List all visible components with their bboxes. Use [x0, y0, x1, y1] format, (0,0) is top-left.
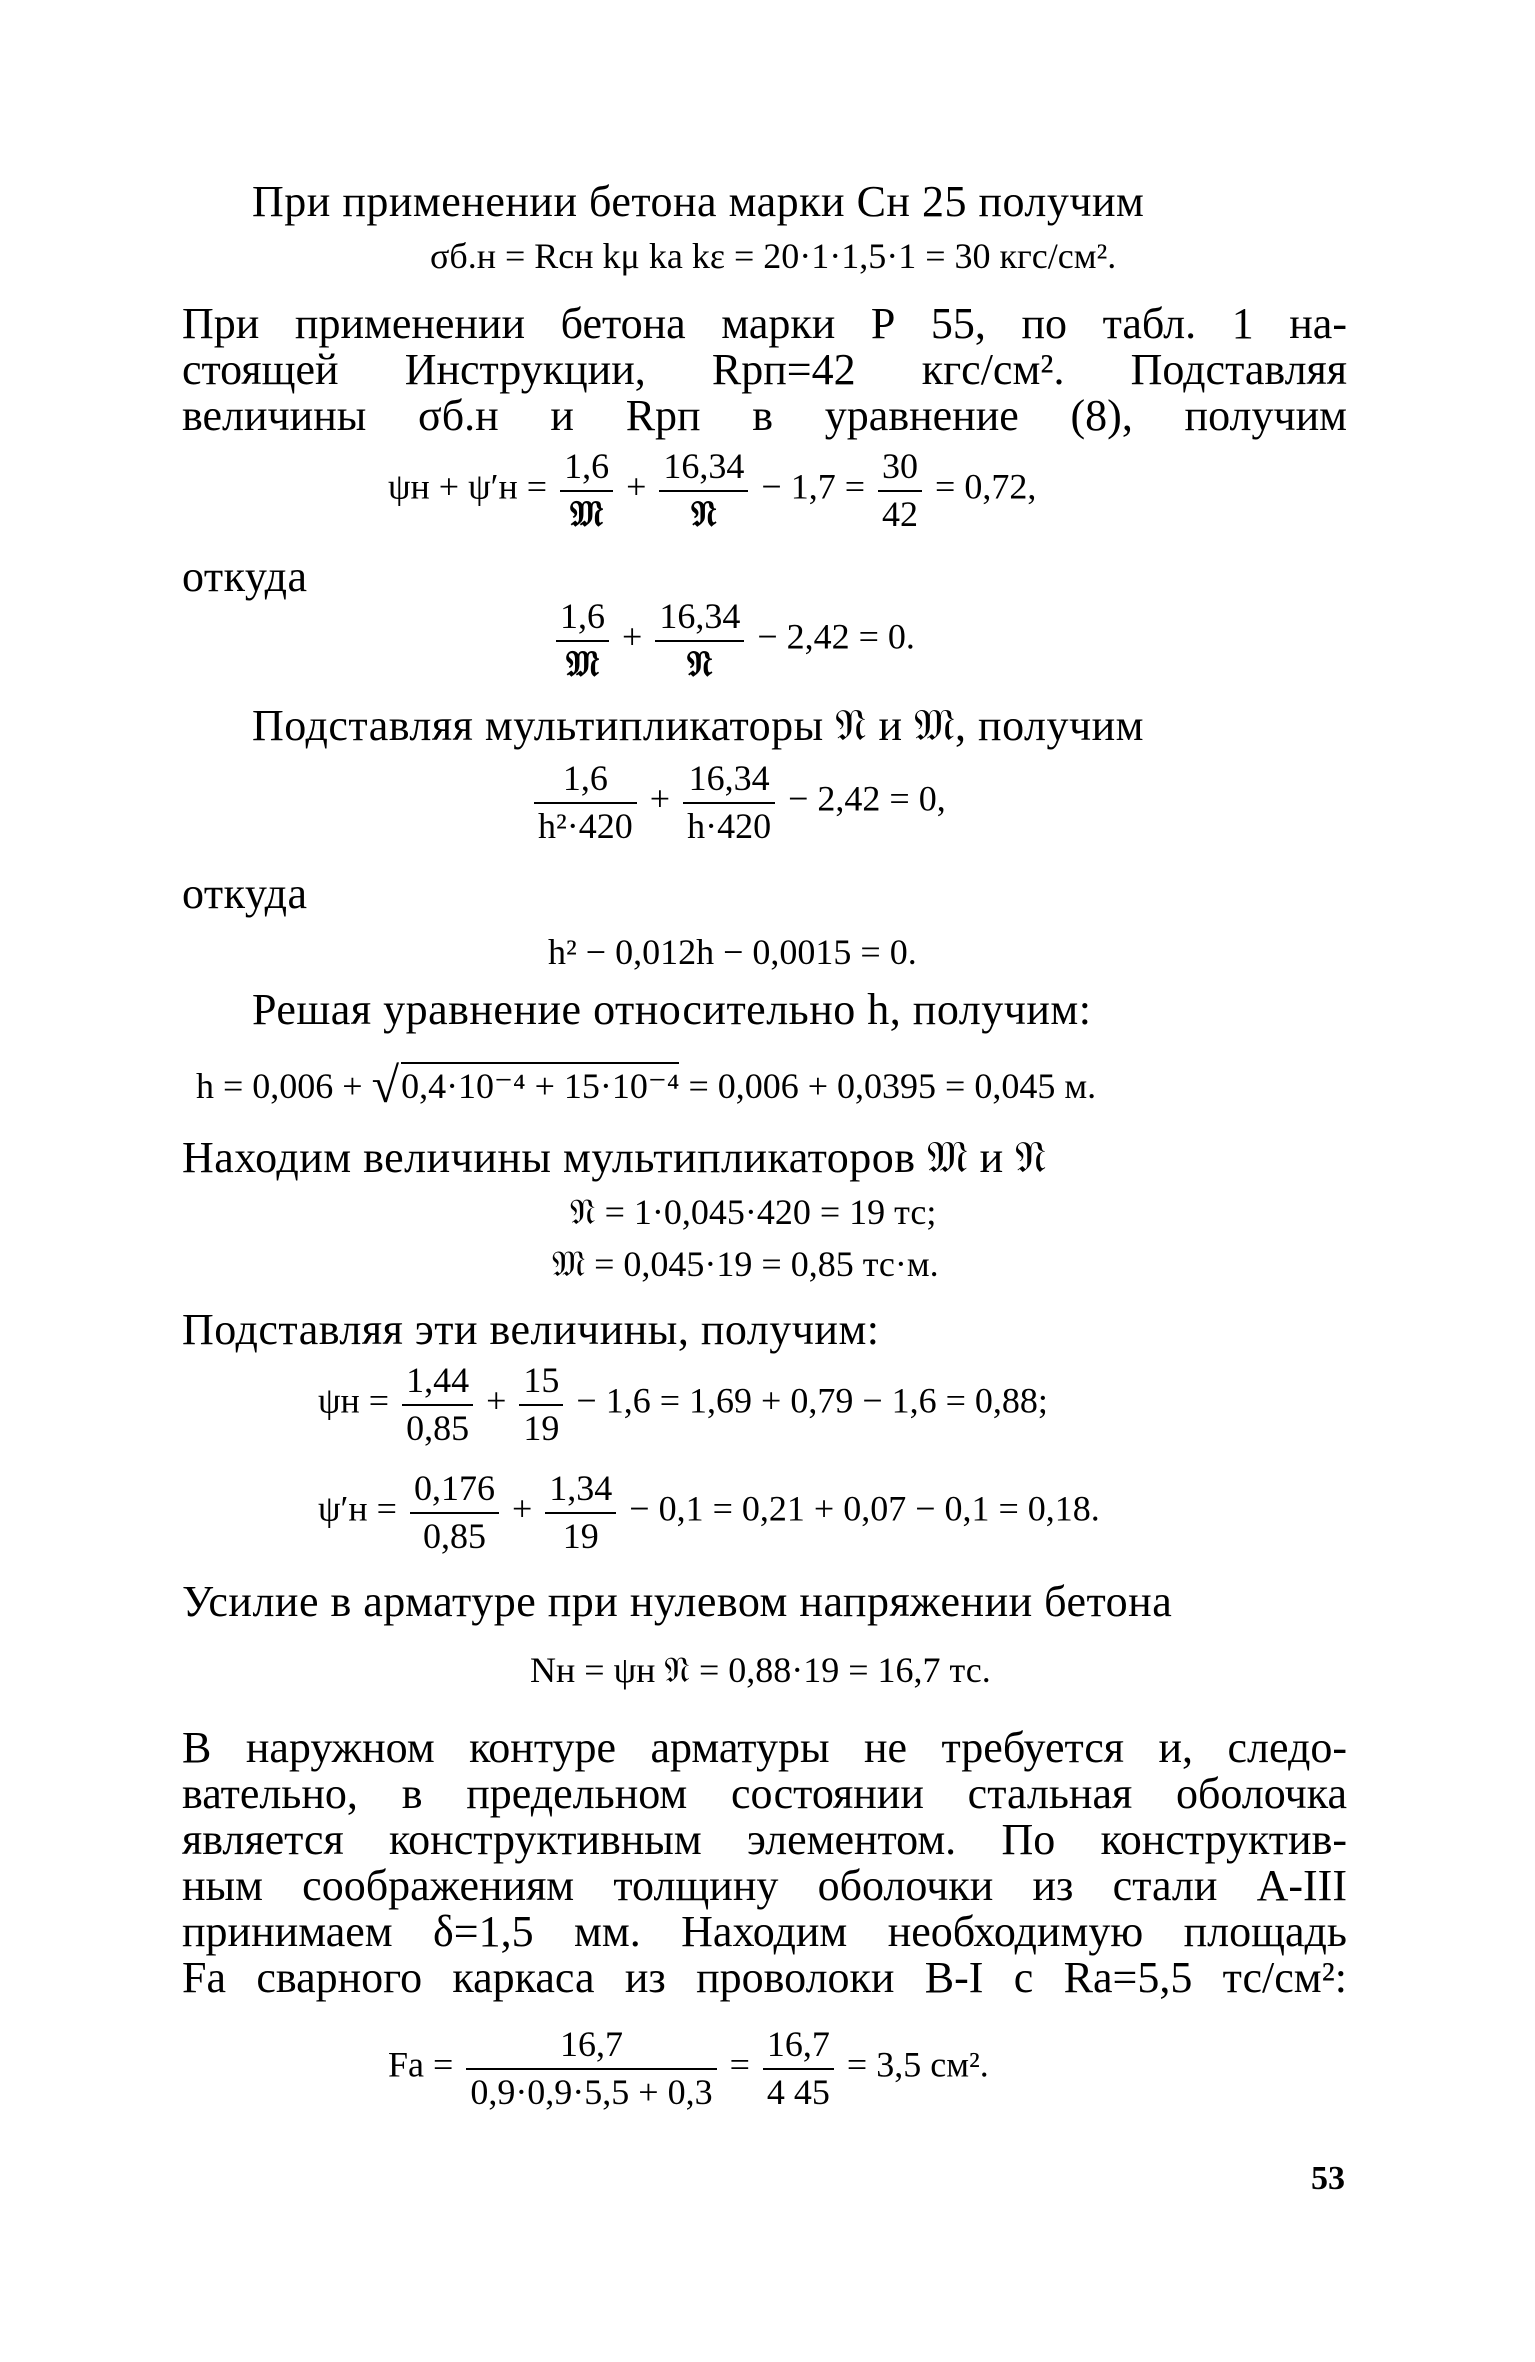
- fraction: $\frac{1,34}{19}$: [545, 1470, 616, 1554]
- paragraph-line: откуда: [182, 552, 308, 601]
- paragraph-line: принимаем δ=1,5 мм. Находим необходимую площадь: [182, 1907, 1347, 1956]
- paragraph-line: Fа сварного каркаса из проволоки В-I с Rа=5,5 тс/см²:: [182, 1953, 1347, 2002]
- equation-psi-sum: ψн + ψ′н = $\frac{1,6}{\text{𝔐}}$ + $\frac{16,34}{\text{𝔑}}$ − 1,7 = $\frac{30}{42}$ = 0,72,: [388, 446, 1037, 535]
- paragraph-line: вательно, в предельном состоянии стальная оболочка: [182, 1769, 1347, 1818]
- equation-quadratic: h² − 0,012h − 0,0015 = 0.: [548, 932, 917, 972]
- fraction: $\frac{1,44}{0,85}$: [402, 1362, 473, 1446]
- fraction: $\frac{16,7}{4 45}$: [763, 2026, 834, 2110]
- equation-lhs: ψн + ψ′н =: [388, 466, 548, 507]
- equation-multiplier: $\frac{1,6}{\text{𝔐}}$ + $\frac{16,34}{\text{𝔑}}$ − 2,42 = 0.: [552, 598, 915, 682]
- fraction: $\frac{16,7}{0,9\cdot 0,9\cdot 5,5 + 0,3}$: [466, 2026, 716, 2110]
- fraction: $\frac{1,6}{\text{h²·420}}$: [534, 760, 637, 844]
- fraction: $\frac{16,34}{\text{𝔑}}$: [655, 598, 744, 682]
- fraction: $\frac{1,6}{\text{𝔐}}$: [560, 448, 613, 532]
- radical-sign: √: [371, 1057, 400, 1113]
- paragraph-line: величины σб.н и Rрп в уравнение (8), получим: [182, 391, 1347, 440]
- fraction: $\frac{30}{42}$: [878, 448, 922, 532]
- equation-h-solution: h = 0,006 + √0,4·10⁻⁴ + 15·10⁻⁴ = 0,006 + 0,0395 = 0,045 м.: [196, 1057, 1097, 1113]
- fraction: $\frac{16,34}{\text{𝔑}}$: [659, 448, 748, 532]
- paragraph-line: Находим величины мультипликаторов 𝔐 и 𝔑: [182, 1133, 1047, 1182]
- paragraph-line: ным соображениям толщину оболочки из стали А-III: [182, 1861, 1347, 1910]
- fraction: $\frac{16,34}{h\cdot 420}$: [683, 760, 775, 844]
- fraction: $\frac{0,176}{0,85}$: [410, 1470, 499, 1554]
- equation-psi: ψн = $\frac{1,44}{0,85}$ + $\frac{15}{19}$ − 1,6 = 1,69 + 0,79 − 1,6 = 0,88;: [318, 1360, 1048, 1448]
- paragraph-line: Подставляя мультипликаторы 𝔑 и 𝔐, получим: [252, 701, 1144, 750]
- paragraph-line: В наружном контуре арматуры не требуется и, следо-: [182, 1723, 1347, 1772]
- paragraph-line: откуда: [182, 869, 308, 918]
- equation-n: 𝔑 = 1·0,045·420 = 19 тс;: [570, 1192, 937, 1232]
- paragraph-line: Решая уравнение относительно h, получим:: [252, 985, 1092, 1034]
- page-number: 53: [1311, 2160, 1345, 2197]
- equation-m: 𝔐 = 0,045·19 = 0,85 тс·м.: [552, 1244, 939, 1284]
- fraction: $\frac{15}{19}$: [519, 1362, 563, 1446]
- paragraph-line: При применении бетона марки Р 55, по табл. 1 на-: [182, 299, 1347, 348]
- fraction: $\frac{1,6}{\text{𝔐}}$: [556, 598, 609, 682]
- equation-force: Nн = ψн 𝔑 = 0,88·19 = 16,7 тс.: [530, 1650, 991, 1690]
- paragraph-line: стоящей Инструкции, Rрп=42 кгс/см². Подставляя: [182, 345, 1347, 394]
- paragraph-line: Усилие в арматуре при нулевом напряжении бетона: [182, 1577, 1173, 1626]
- equation-psi-prime: ψ′н = $\frac{0,176}{0,85}$ + $\frac{1,34}{19}$ − 0,1 = 0,21 + 0,07 − 0,1 = 0,18.: [318, 1468, 1100, 1556]
- paragraph-line: Подставляя эти величины, получим:: [182, 1305, 880, 1354]
- equation-h-fraction: $\frac{1,6}{\text{h²·420}}$ + $\frac{16,34}{h\cdot 420}$ − 2,42 = 0,: [530, 760, 946, 844]
- paragraph-line: является конструктивным элементом. По конструктив-: [182, 1815, 1347, 1864]
- equation-concrete-stress: σб.н = Rсн kμ kа kε = 20·1·1,5·1 = 30 кгс/см².: [430, 236, 1117, 276]
- paragraph-line: При применении бетона марки Сн 25 получим: [252, 177, 1145, 226]
- equation-area: Fа = $\frac{16,7}{0,9\cdot 0,9\cdot 5,5 + 0,3}$ = $\frac{16,7}{4 45}$ = 3,5 см².: [388, 2024, 989, 2112]
